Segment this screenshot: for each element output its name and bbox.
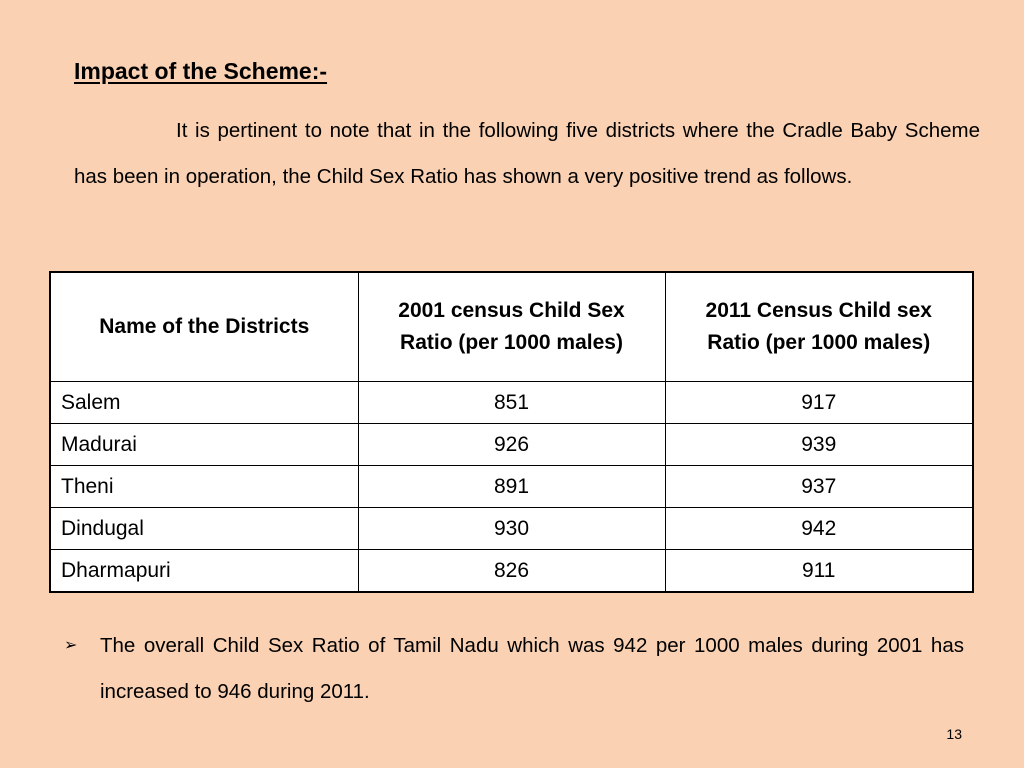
- conclusion-text: The overall Child Sex Ratio of Tamil Nadu which was 942 per 1000 males during 2001 has increased to 946 during 2011.: [100, 634, 964, 703]
- column-header-2001: 2001 census Child Sex Ratio (per 1000 males): [358, 272, 665, 382]
- column-header-district: Name of the Districts: [50, 272, 358, 382]
- ratio-2011-cell: 939: [665, 424, 973, 466]
- table-row: [50, 382, 973, 424]
- district-cell: Madurai: [50, 424, 358, 466]
- arrow-bullet-icon: ➢: [64, 637, 78, 654]
- ratio-2011-cell: 937: [665, 466, 973, 508]
- ratio-2001-cell: 926: [358, 424, 665, 466]
- district-cell: Salem: [50, 382, 358, 424]
- conclusion-bullet: [64, 623, 964, 715]
- table-row: [50, 550, 973, 593]
- sex-ratio-table: [49, 271, 974, 593]
- ratio-2011-cell: 917: [665, 382, 973, 424]
- district-cell: Dharmapuri: [50, 550, 358, 593]
- table-row: [50, 466, 973, 508]
- district-cell: Theni: [50, 466, 358, 508]
- ratio-2001-cell: 891: [358, 466, 665, 508]
- ratio-2011-cell: 942: [665, 508, 973, 550]
- table-header-row: [50, 272, 973, 382]
- page-number: 13: [946, 726, 962, 742]
- table-row: [50, 424, 973, 466]
- ratio-2011-cell: 911: [665, 550, 973, 593]
- intro-paragraph: It is pertinent to note that in the following five districts where the Cradle Baby Scheme has been in operation, the Child Sex Ratio has shown a very positive trend as follows.: [74, 119, 980, 188]
- district-cell: Dindugal: [50, 508, 358, 550]
- table-row: [50, 508, 973, 550]
- page-title: Impact of the Scheme:-: [74, 58, 328, 84]
- column-header-2011: 2011 Census Child sex Ratio (per 1000 males): [665, 272, 973, 382]
- ratio-2001-cell: 826: [358, 550, 665, 593]
- ratio-2001-cell: 851: [358, 382, 665, 424]
- ratio-2001-cell: 930: [358, 508, 665, 550]
